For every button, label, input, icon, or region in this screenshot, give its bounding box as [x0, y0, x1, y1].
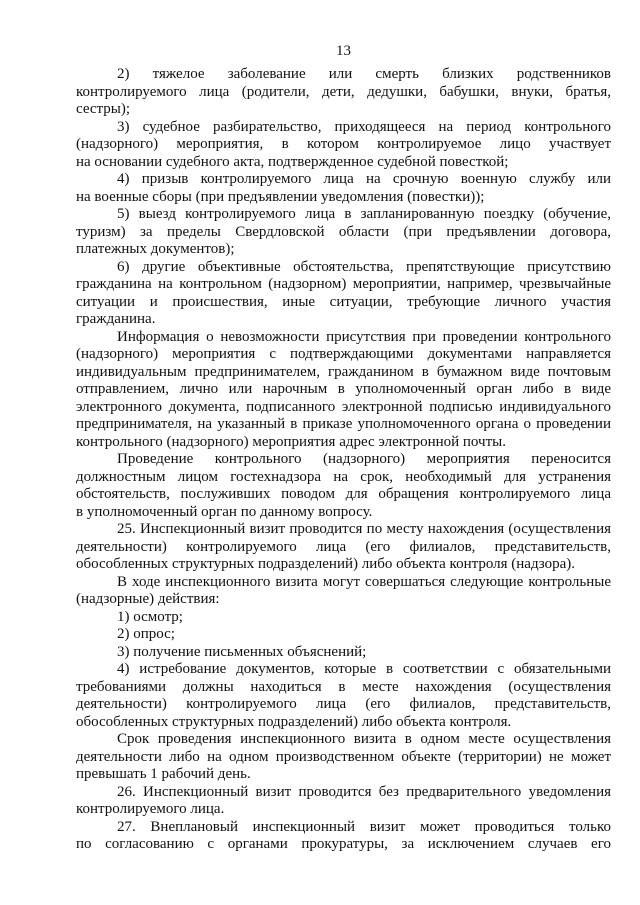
text-line: Проведение контрольного (надзорного) мероприятия переносится [117, 451, 611, 467]
text-line: 26. Инспекционный визит проводится без предварительного уведомления [117, 783, 611, 800]
paragraph-action-2 [76, 626, 611, 644]
text-line: 3) судебное разбирательство, приходящееся на период контрольного [117, 118, 611, 135]
paragraph-item-3 [76, 119, 611, 172]
text-line: сестры); [76, 101, 131, 117]
text-line: платежных документов); [76, 241, 235, 257]
text-line: 2) тяжелое заболевание или смерть близких родственников [117, 66, 611, 82]
paragraph-item-6 [76, 259, 611, 329]
text-line: отправлением, лично или нарочным в уполномоченный орган либо в виде [76, 381, 611, 397]
text-line: обособленных структурных подразделений) либо объекта контроля. [76, 713, 512, 730]
text-line: требованиями должны находиться в месте нахождения (осуществления [76, 678, 611, 695]
paragraph-item-4 [76, 171, 611, 206]
text-line: гражданина. [76, 311, 156, 327]
text-line: 25. Инспекционный визит проводится по месту нахождения (осуществления [117, 521, 611, 537]
paragraph-duration [76, 731, 611, 784]
text-line: деятельности) контролируемого лица (его филиалов, представительств, [76, 538, 611, 555]
text-line: обстоятельств, послуживших поводом для обращения контролируемого лица [76, 486, 611, 502]
text-line: Информация о невозможности присутствия при проведении контрольного [117, 328, 611, 345]
text-line: контролируемого лица. [76, 801, 225, 817]
text-line: 6) другие объективные обстоятельства, препятствующие присутствию [117, 258, 611, 275]
text-line: (надзорного) мероприятия, в котором контролируемое лицо участвует [76, 136, 611, 152]
paragraph-clause-25 [76, 521, 611, 574]
text-line: на военные сборы (при предъявлении уведомления (повестки)); [76, 188, 485, 205]
text-line: должностным лицом гостехнадзора на срок, необходимый для устранения [76, 468, 611, 485]
text-line: 2) опрос; [117, 626, 175, 642]
paragraph-information [76, 329, 611, 452]
paragraph-action-4 [76, 661, 611, 731]
paragraph-action-3 [76, 644, 611, 662]
paragraph-clause-27 [76, 819, 611, 854]
text-line: 1) осмотр; [117, 608, 183, 625]
text-line: деятельности) контролируемого лица (его филиалов, представительств, [76, 696, 611, 712]
paragraph-item-5 [76, 206, 611, 259]
text-line: 3) получение письменных объяснений; [117, 643, 367, 660]
text-line: 27. Внеплановый инспекционный визит может проводиться только [117, 818, 611, 835]
text-line: 4) призыв контролируемого лица на срочную военную службу или [117, 171, 611, 187]
text-line: 5) выезд контролируемого лица в запланированную поездку (обучение, [117, 206, 611, 222]
paragraph-item-2 [76, 66, 611, 119]
text-line: 4) истребование документов, которые в соответствии с обязательными [117, 661, 611, 677]
text-line: индивидуальным предпринимателем, гражданином в бумажном виде почтовым [76, 363, 611, 380]
text-line: обособленных структурных подразделений) либо объекта контроля (надзора). [76, 556, 576, 572]
text-line: В ходе инспекционного визита могут совершаться следующие контрольные [117, 573, 611, 590]
text-line: (надзорного) мероприятия с подтверждающими документами направляется [76, 346, 611, 362]
text-line: туризм) за пределы Свердловской области (при предъявлении договора, [76, 223, 611, 240]
text-line: в уполномоченный орган по данному вопросу. [76, 503, 373, 520]
text-line: ситуации и происшествия, иные ситуации, требующие личного участия [76, 293, 611, 310]
text-line: деятельности либо на одном производственном объекте (территории) не может [76, 748, 611, 765]
text-line: по согласованию с органами прокуратуры, за исключением случаев его [76, 836, 611, 852]
document-body [76, 66, 611, 854]
text-line: электронного документа, подписанного электронной подписью индивидуального [76, 398, 611, 415]
text-line: на основании судебного акта, подтвержденное судебной повесткой; [76, 153, 509, 170]
paragraph-clause-26 [76, 784, 611, 819]
text-line: контролируемого лица (родители, дети, дедушки, бабушки, внуки, братья, [76, 83, 611, 100]
text-line: гражданина на контрольном (надзорном) мероприятии, например, чрезвычайные [76, 276, 611, 292]
page-number: 13 [336, 43, 351, 59]
text-line: Срок проведения инспекционного визита в одном месте осуществления [117, 731, 611, 747]
text-line: превышать 1 рабочий день. [76, 766, 251, 782]
paragraph-actions-intro [76, 574, 611, 609]
text-line: предпринимателя, на указанный в приказе уполномоченного органа о проведении [76, 416, 611, 432]
text-line: контрольного (надзорного) мероприятия адрес электронной почты. [76, 433, 506, 450]
paragraph-postponement [76, 451, 611, 521]
paragraph-action-1 [76, 609, 611, 627]
text-line: (надзорные) действия: [76, 591, 220, 607]
